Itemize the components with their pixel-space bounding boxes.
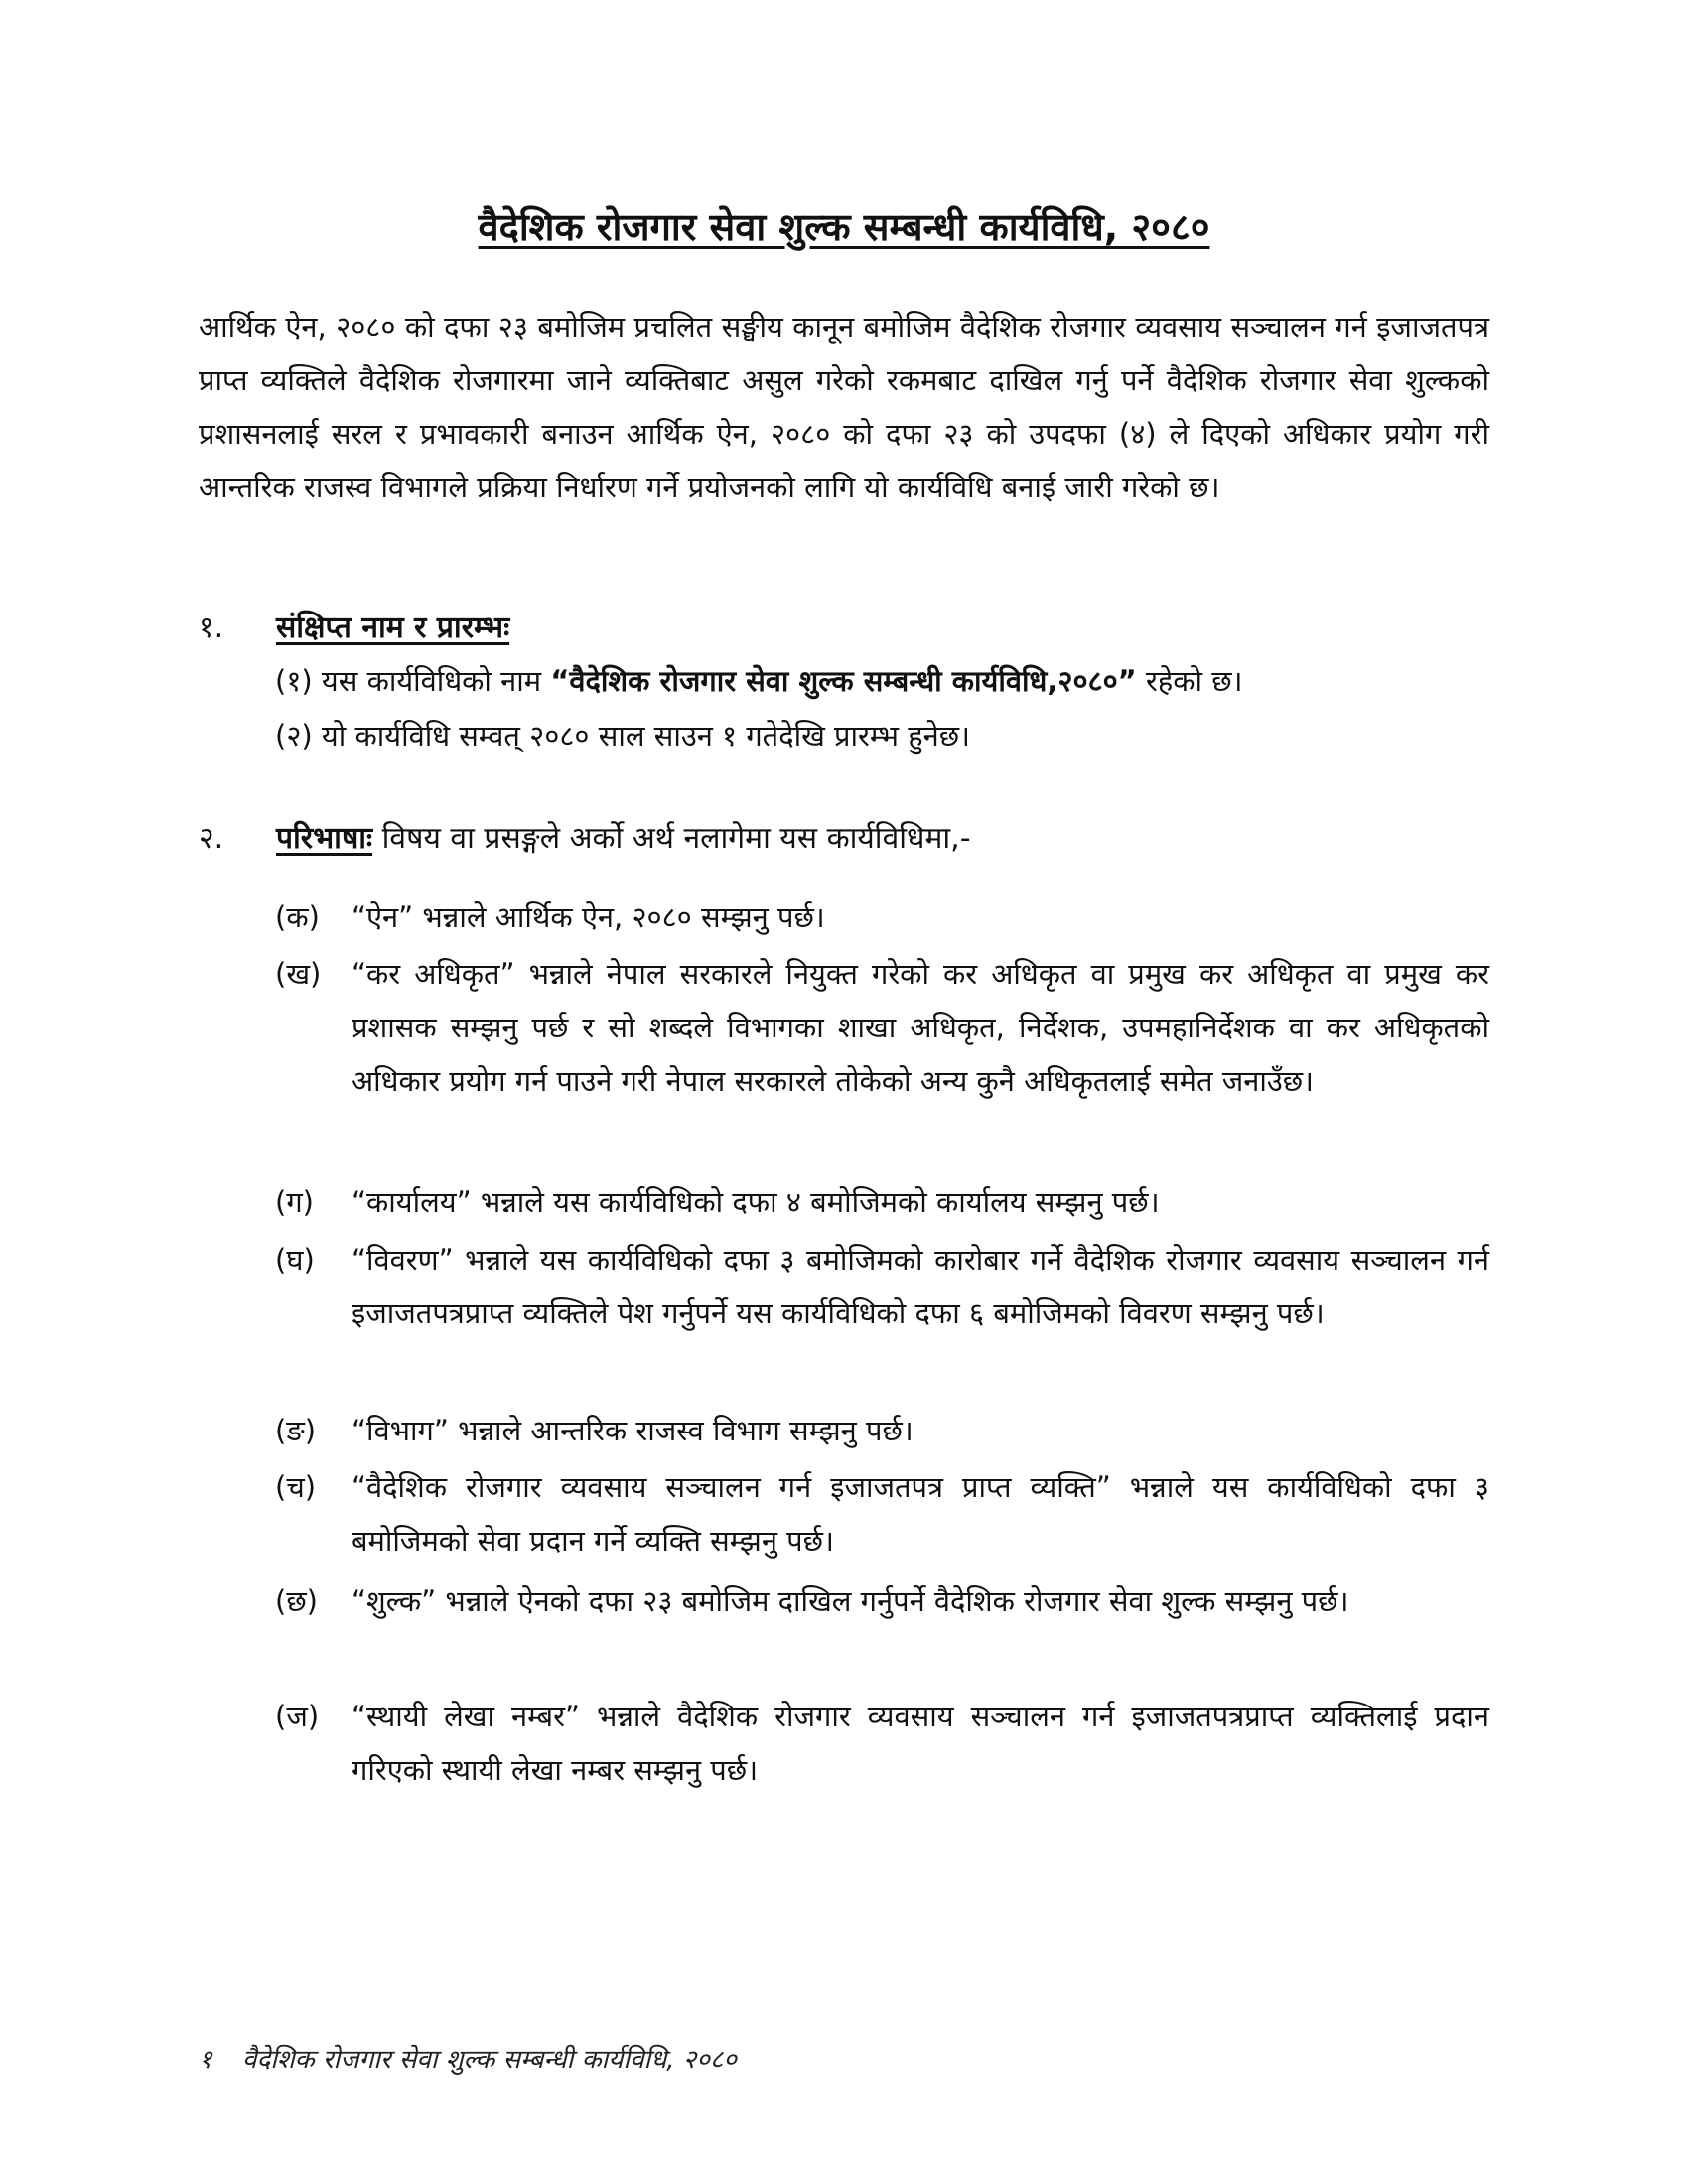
clause-key: (घ) bbox=[275, 1243, 315, 1277]
section-1-heading bbox=[199, 602, 1489, 655]
page-title bbox=[199, 201, 1489, 252]
clause-ja bbox=[275, 1690, 1489, 1797]
section-2-intro: विषय वा प्रसङ्गले अर्को अर्थ नलागेमा यस कार्यविधिमा,- bbox=[372, 821, 971, 856]
clause-key: (ङ) bbox=[275, 1414, 317, 1447]
clause-text: “कार्यालय” भन्नाले यस कार्यविधिको दफा ४ बमोजिमको कार्यालय सम्झनु पर्छ। bbox=[352, 1185, 1160, 1219]
section-2-heading bbox=[199, 812, 1489, 866]
clause-ga bbox=[275, 1175, 1489, 1229]
subsection-1-prefix: (१) यस कार्यविधिको नाम bbox=[275, 664, 551, 698]
preamble-paragraph: आर्थिक ऐन, २०८० को दफा २३ बमोजिम प्रचलित सङ्घीय कानून बमोजिम वैदेशिक रोजगार व्यवसाय सञ्चालन गर्न इजाजतपत्र प्राप्त व्यक्तिले वैदेशिक रोजगारमा जाने व्यक्तिबाट असुल गरेको रकमबाट दाखिल गर्नु पर्ने वैदेशिक रोजगार सेवा शुल्कको प्रशासनलाई सरल र प्रभावकारी बनाउन आर्थिक ऐन, २०८० को दफा २३ को उपदफा (४) ले दिएको अधिकार प्रयोग गरी आन्तरिक राजस्व विभागले प्रक्रिया निर्धारण गर्ने प्रयोजनको लागि यो कार्यविधि बनाई जारी गरेको छ। bbox=[199, 310, 1489, 504]
clause-key: (ग) bbox=[275, 1185, 314, 1219]
clause-text: “विभाग” भन्नाले आन्तरिक राजस्व विभाग सम्झनु पर्छ। bbox=[352, 1414, 914, 1447]
clause-key: (ख) bbox=[275, 957, 322, 991]
section-2-number: २. bbox=[199, 821, 224, 856]
footer-document-title: वैदेशिक रोजगार सेवा शुल्क सम्बन्धी कार्यविधि, २०८० bbox=[242, 2045, 737, 2075]
section-1-title: संक्षिप्त नाम र प्रारम्भः bbox=[276, 611, 510, 645]
section-2-title: परिभाषाः bbox=[276, 821, 373, 856]
clause-ka bbox=[275, 890, 1489, 944]
clause-nga bbox=[275, 1404, 1489, 1457]
section-1-subsection-1 bbox=[275, 655, 1489, 707]
footer-page-number: १ bbox=[199, 2045, 212, 2075]
subsection-1-suffix: रहेको छ। bbox=[1136, 664, 1243, 698]
clause-cha bbox=[275, 1460, 1489, 1568]
clause-text: “ऐन” भन्नाले आर्थिक ऐन, २०८० सम्झनु पर्छ। bbox=[352, 900, 825, 934]
clause-key: (क) bbox=[275, 900, 320, 934]
page-title-text: वैदेशिक रोजगार सेवा शुल्क सम्बन्धी कार्यविधि, २०८० bbox=[478, 205, 1210, 249]
clause-gha bbox=[275, 1233, 1489, 1340]
clause-key: (च) bbox=[275, 1470, 317, 1504]
clause-text: “कर अधिकृत” भन्नाले नेपाल सरकारले नियुक्त गरेको कर अधिकृत वा प्रमुख कर अधिकृत वा प्रमुख कर प्रशासक सम्झनु पर्छ र सो शब्दले विभागका शाखा अधिकृत, निर्देशक, उपमहानिर्देशक वा कर अधिकृतको अधिकार प्रयोग गर्न पाउने गरी नेपाल सरकारले तोकेको अन्य कुनै अधिकृतलाई समेत जनाउँछ। bbox=[352, 957, 1489, 1098]
clause-text: “वैदेशिक रोजगार व्यवसाय सञ्चालन गर्न इजाजतपत्र प्राप्त व्यक्ति” भन्नाले यस कार्यविधिको दफा ३ बमोजिमको सेवा प्रदान गर्ने व्यक्ति सम्झनु पर्छ। bbox=[352, 1470, 1489, 1558]
clause-chha bbox=[275, 1574, 1489, 1628]
section-1-subsection-2: (२) यो कार्यविधि सम्वत् २०८० साल साउन १ गतेदेखि प्रारम्भ हुनेछ। bbox=[275, 719, 971, 752]
clause-text: “विवरण” भन्नाले यस कार्यविधिको दफा ३ बमोजिमको कारोबार गर्ने वैदेशिक रोजगार व्यवसाय सञ्चालन गर्न इजाजतपत्रप्राप्त व्यक्तिले पेश गर्नुपर्ने यस कार्यविधिको दफा ६ बमोजिमको विवरण सम्झनु पर्छ। bbox=[352, 1243, 1489, 1330]
clause-key: (ज) bbox=[275, 1700, 320, 1733]
clause-kha bbox=[275, 947, 1489, 1108]
subsection-1-procedure-name: “वैदेशिक रोजगार सेवा शुल्क सम्बन्धी कार्यविधि,२०८०” bbox=[550, 664, 1137, 698]
clause-key: (छ) bbox=[275, 1584, 318, 1618]
clause-text: “शुल्क” भन्नाले ऐनको दफा २३ बमोजिम दाखिल गर्नुपर्ने वैदेशिक रोजगार सेवा शुल्क सम्झनु पर्छ। bbox=[352, 1584, 1349, 1618]
page-footer bbox=[199, 2040, 737, 2076]
section-1-number: १. bbox=[199, 611, 224, 645]
clause-text: “स्थायी लेखा नम्बर” भन्नाले वैदेशिक रोजगार व्यवसाय सञ्चालन गर्न इजाजतपत्रप्राप्त व्यक्तिलाई प्रदान गरिएको स्थायी लेखा नम्बर सम्झनु पर्छ। bbox=[352, 1700, 1489, 1787]
